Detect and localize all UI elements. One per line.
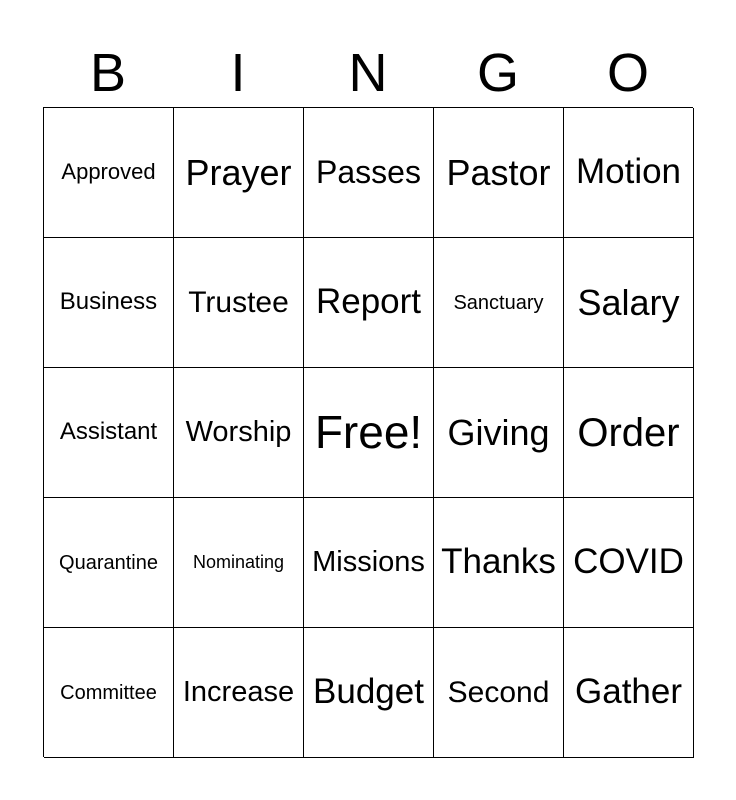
bingo-cell[interactable]: Order xyxy=(564,368,694,498)
bingo-cell[interactable]: Missions xyxy=(304,498,434,628)
header-letter-b: B xyxy=(89,43,127,103)
bingo-cell[interactable]: Pastor xyxy=(434,108,564,238)
bingo-cell[interactable]: Prayer xyxy=(174,108,304,238)
bingo-cell[interactable]: Approved xyxy=(44,108,174,238)
header-letter-g: G xyxy=(476,43,519,103)
bingo-cell[interactable]: Quarantine xyxy=(44,498,174,628)
header-letter-i: I xyxy=(230,43,246,103)
header-letter-n: N xyxy=(348,43,388,103)
bingo-cell[interactable]: Second xyxy=(434,628,564,758)
bingo-cell[interactable]: Assistant xyxy=(44,368,174,498)
bingo-cell[interactable]: Business xyxy=(44,238,174,368)
bingo-cell[interactable]: Trustee xyxy=(174,238,304,368)
bingo-cell[interactable]: Giving xyxy=(434,368,564,498)
bingo-board xyxy=(43,107,693,757)
bingo-cell[interactable]: Gather xyxy=(564,628,694,758)
bingo-cell[interactable]: COVID xyxy=(564,498,694,628)
header-letter-o: O xyxy=(606,43,649,103)
bingo-header xyxy=(43,40,693,106)
bingo-cell[interactable]: Salary xyxy=(564,238,694,368)
bingo-cell[interactable]: Nominating xyxy=(174,498,304,628)
bingo-cell[interactable]: Worship xyxy=(174,368,304,498)
bingo-cell[interactable]: Motion xyxy=(564,108,694,238)
bingo-cell[interactable]: Sanctuary xyxy=(434,238,564,368)
bingo-cell[interactable]: Report xyxy=(304,238,434,368)
free-space-cell[interactable]: Free! xyxy=(304,368,434,498)
bingo-cell[interactable]: Increase xyxy=(174,628,304,758)
bingo-cell[interactable]: Budget xyxy=(304,628,434,758)
bingo-cell[interactable]: Committee xyxy=(44,628,174,758)
bingo-cell[interactable]: Thanks xyxy=(434,498,564,628)
bingo-cell[interactable]: Passes xyxy=(304,108,434,238)
